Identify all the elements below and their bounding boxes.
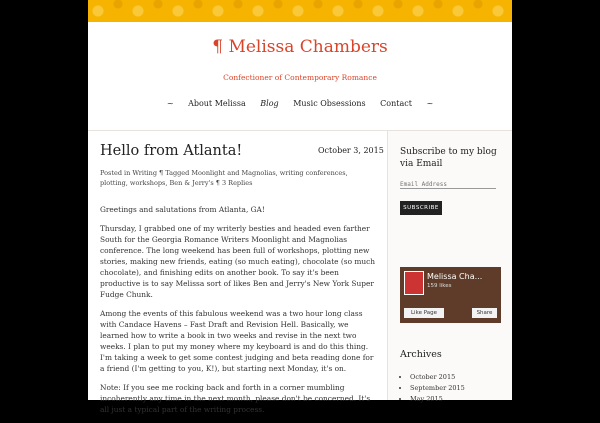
facebook-widget[interactable]	[400, 267, 501, 323]
nav-item-blog[interactable]: Blog	[260, 99, 279, 108]
nav-separator: ~	[166, 99, 174, 108]
site-tagline: Confectioner of Contemporary Romance	[223, 73, 377, 82]
subscribe-title: Subscribe to my blog via Email	[400, 147, 497, 169]
site-title[interactable]: ¶ Melissa Chambers	[212, 37, 388, 57]
archive-link[interactable]: • October 2015	[410, 372, 465, 383]
page	[88, 0, 512, 414]
archives-list	[400, 372, 465, 405]
nav-item-music[interactable]: Music Obsessions	[293, 99, 366, 108]
nav-item-contact[interactable]: Contact	[380, 99, 412, 108]
nav-separator: ~	[426, 99, 434, 108]
site-header	[88, 22, 512, 131]
main-content	[88, 131, 388, 414]
post-paragraph: Greetings and salutations from Atlanta, GA!	[100, 205, 265, 214]
facebook-page-name[interactable]: Melissa Cha...	[427, 272, 483, 281]
post-meta[interactable]: Posted in Writing ¶ Tagged Moonlight and Magnolias, writing conferences, plotting, workshops, Ben & Jerry's ¶ 3 Replies	[100, 169, 348, 187]
facebook-like-button[interactable]: Like Page	[404, 308, 444, 318]
post-date[interactable]: October 3, 2015	[318, 146, 384, 155]
facebook-like-count: 159 likes	[427, 283, 452, 289]
archive-link[interactable]: • May 2015	[410, 394, 465, 405]
page-background	[512, 0, 600, 400]
facebook-share-button[interactable]: Share	[472, 308, 497, 318]
post-title[interactable]: Hello from Atlanta!	[100, 143, 243, 159]
archive-link[interactable]: • September 2015	[410, 383, 465, 394]
sidebar	[388, 131, 512, 403]
main-nav	[88, 99, 512, 108]
post-paragraph: Note: If you see me rocking back and forth in a corner mumbling incoherently any time in the next month, please don't be concerned. It's all just a typical part of the writing process.	[100, 383, 371, 414]
subscribe-button[interactable]: SUBSCRIBE	[400, 201, 442, 215]
post-paragraph: Thursday, I grabbed one of my writerly besties and headed even farther South for the Georgia Romance Writers Moonlight and Magnolias conference. The long weekend has been full of workshops, plotting new stories, making new friends, eating (so much eating), chocolate (so much chocolate), and finishing edits on another book. To say it's been productive is to say Melissa sort of likes Ben and Jerry's New York Super Fudge Chunk.	[100, 224, 376, 299]
nav-item-about[interactable]: About Melissa	[188, 99, 246, 108]
archives-title: Archives	[400, 349, 442, 360]
email-field[interactable]	[400, 180, 496, 189]
facebook-avatar[interactable]	[404, 271, 424, 295]
decorative-banner	[88, 0, 512, 22]
post-paragraph: Among the events of this fabulous weekend was a two hour long class with Candace Havens – Fast Draft and Revision Hell. Basically, we learned how to write a book in two weeks and revise in the next two weeks. I plan to put my money where my keyboard is and do this thing. I'm taking a week to get some contest judging and beta reading done for a friend (I'm getting to you, K!), but starting next Monday, it's on.	[100, 309, 374, 373]
post-body	[100, 204, 378, 423]
